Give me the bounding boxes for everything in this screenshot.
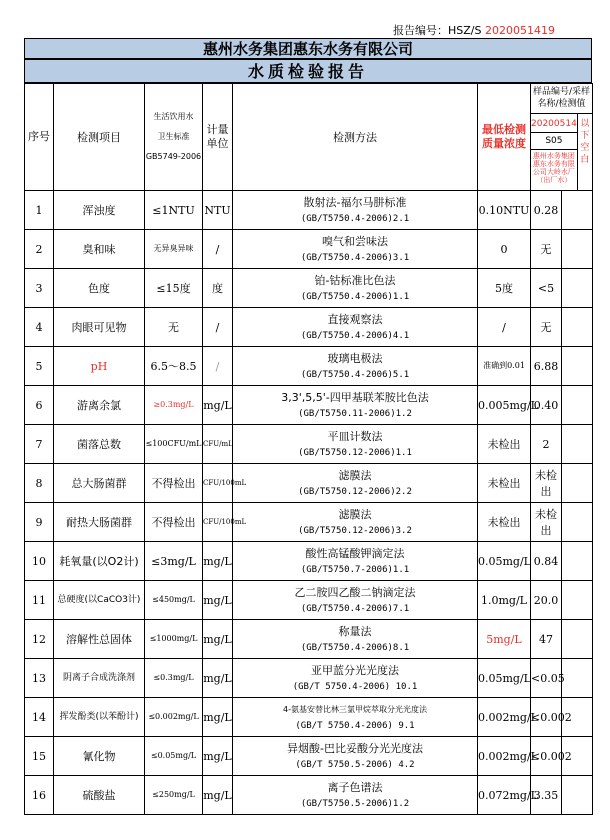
method-name: 直接观察法 [327, 312, 383, 326]
row-number: 5 [25, 347, 54, 386]
row-item: 阴离子合成洗涤剂 [54, 659, 145, 698]
header-standard-line-1: 生活饮用水 [153, 112, 194, 121]
row-item: 耗氧量(以O2计) [54, 542, 145, 581]
row-blank [562, 581, 593, 620]
table-row [25, 308, 593, 347]
method-standard: (GB/T5750.5-2006)1.2 [300, 798, 410, 809]
row-min-limit: 0.05mg/L [478, 659, 531, 698]
results-body [25, 191, 593, 815]
method-standard: (GB/T5750.7-2006)1.1 [300, 564, 410, 575]
table-row [25, 386, 593, 425]
method-standard: (GB/T5750.4-2006)8.1 [300, 642, 410, 653]
row-method [233, 737, 478, 776]
row-unit: NTU [203, 191, 233, 230]
row-min-limit: 5度 [478, 269, 531, 308]
row-value: 无 [531, 308, 562, 347]
method-name: 异烟酸-巴比妥酸分光光度法 [287, 741, 423, 755]
row-blank [562, 464, 593, 503]
row-value: <0.05 [531, 659, 562, 698]
table-row [25, 425, 593, 464]
row-blank [562, 620, 593, 659]
row-min-limit: 未检出 [478, 503, 531, 542]
method-standard: (GB/T5750.4-2006)2.1 [300, 213, 410, 224]
row-standard: ≤250mg/L [145, 776, 203, 815]
row-blank [562, 347, 593, 386]
row-unit: mg/L [203, 542, 233, 581]
row-unit: / [203, 230, 233, 269]
sample-blank-note: 以下空白 [580, 119, 590, 165]
row-item: 耐热大肠菌群 [54, 503, 145, 542]
table-row [25, 737, 593, 776]
row-standard: 不得检出 [145, 464, 203, 503]
row-number: 9 [25, 503, 54, 542]
row-value: <0.002 [531, 737, 562, 776]
row-value: <5 [531, 269, 562, 308]
method-name: 铂-钴标准比色法 [314, 273, 396, 287]
table-row [25, 542, 593, 581]
row-blank [562, 191, 593, 230]
method-name: 平皿计数法 [327, 429, 383, 443]
row-min-limit: 未检出 [478, 425, 531, 464]
method-name: 玻璃电极法 [327, 351, 383, 365]
row-value: <0.002 [531, 698, 562, 737]
row-standard: ≤15度 [145, 269, 203, 308]
method-standard: (GB/T5750.12-2006)3.2 [298, 525, 412, 536]
row-unit: / [203, 308, 233, 347]
header-standard [145, 84, 203, 191]
row-item: 色度 [54, 269, 145, 308]
row-method [233, 659, 478, 698]
row-number: 4 [25, 308, 54, 347]
method-name: 滤膜法 [338, 507, 372, 521]
row-standard: ≥0.3mg/L [145, 386, 203, 425]
table-row [25, 230, 593, 269]
row-item: 游离余氯 [54, 386, 145, 425]
row-unit: mg/L [203, 698, 233, 737]
row-method [233, 425, 478, 464]
report-number-value: 2020051419 [484, 24, 555, 37]
method-name: 4-氨基安替比林三氯甲烷萃取分光光度法 [283, 704, 427, 714]
method-name: 酸性高锰酸钾滴定法 [305, 546, 405, 560]
row-value: 未检出 [531, 464, 562, 503]
row-value: 0.40 [531, 386, 562, 425]
row-method [233, 386, 478, 425]
row-item: 臭和味 [54, 230, 145, 269]
results-table [24, 83, 593, 815]
row-method [233, 269, 478, 308]
row-method [233, 620, 478, 659]
method-name: 称量法 [338, 624, 372, 638]
method-standard: (GB/T5750.4-2006)1.1 [300, 291, 410, 302]
header-sample [531, 84, 593, 191]
company-name: 惠州水务集团惠东水务有限公司 [24, 38, 592, 59]
row-min-limit: 1.0mg/L [478, 581, 531, 620]
row-item: 溶解性总固体 [54, 620, 145, 659]
row-min-limit: 准确到0.01 [478, 347, 531, 386]
row-value: 6.88 [531, 347, 562, 386]
header-item: 检测项目 [54, 84, 145, 191]
table-row [25, 698, 593, 737]
row-item: pH [54, 347, 145, 386]
row-standard: 无 [145, 308, 203, 347]
row-item: 肉眼可见物 [54, 308, 145, 347]
row-method [233, 698, 478, 737]
header-method: 检测方法 [233, 84, 478, 191]
row-method [233, 503, 478, 542]
row-method [233, 776, 478, 815]
row-blank [562, 503, 593, 542]
row-item: 氰化物 [54, 737, 145, 776]
row-min-limit: 5mg/L [478, 620, 531, 659]
row-method [233, 581, 478, 620]
row-item: 硫酸盐 [54, 776, 145, 815]
row-min-limit: 0 [478, 230, 531, 269]
row-method [233, 347, 478, 386]
row-min-limit: 0.002mg/L [478, 737, 531, 776]
method-standard: (GB/T5750.12-2006)2.2 [298, 486, 412, 497]
table-row [25, 581, 593, 620]
row-number: 6 [25, 386, 54, 425]
row-method [233, 308, 478, 347]
row-value: 2 [531, 425, 562, 464]
method-name: 散射法-福尔马肼标准 [303, 195, 407, 209]
method-name: 3,3',5,5'-四甲基联苯胺比色法 [281, 390, 429, 404]
method-standard: (GB/T5750.12-2006)1.1 [298, 447, 412, 458]
sample-org: 惠州水务集团惠东水务有限公司大岭水厂（出厂水） [531, 149, 577, 184]
row-number: 8 [25, 464, 54, 503]
row-standard: 6.5～8.5 [145, 347, 203, 386]
row-number: 7 [25, 425, 54, 464]
method-standard: (GB/T5750.4-2006)7.1 [300, 603, 410, 614]
table-row [25, 620, 593, 659]
row-blank [562, 230, 593, 269]
method-standard: (GB/T5750.4-2006)5.1 [300, 369, 410, 380]
table-row [25, 659, 593, 698]
method-standard: (GB/T5750.4-2006)3.1 [300, 252, 410, 263]
row-standard: ≤0.002mg/L [145, 698, 203, 737]
row-standard: ≤0.3mg/L [145, 659, 203, 698]
method-standard: (GB/T5750.4-2006)4.1 [300, 330, 410, 341]
row-value: 3.35 [531, 776, 562, 815]
row-unit: / [203, 347, 233, 386]
row-item: 菌落总数 [54, 425, 145, 464]
header-unit: 计量单位 [203, 84, 233, 191]
row-standard: ≤1NTU [145, 191, 203, 230]
method-name: 离子色谱法 [327, 780, 383, 794]
header-min-limit: 最低检测质量浓度 [478, 84, 531, 191]
method-name: 滤膜法 [338, 468, 372, 482]
row-value: 20.0 [531, 581, 562, 620]
row-number: 13 [25, 659, 54, 698]
row-unit: CFU/mL [203, 425, 233, 464]
header-seq: 序号 [25, 84, 54, 191]
row-standard: 不得检出 [145, 503, 203, 542]
report-number-label: 报告编号：HSZ/S [393, 24, 482, 37]
row-blank [562, 425, 593, 464]
row-method [233, 464, 478, 503]
header-standard-line-2: 卫生标准 [157, 132, 190, 141]
row-standard: ≤3mg/L [145, 542, 203, 581]
row-number: 2 [25, 230, 54, 269]
report-number [393, 22, 555, 38]
row-number: 1 [25, 191, 54, 230]
row-number: 14 [25, 698, 54, 737]
sample-date: 20200514 [531, 119, 577, 129]
method-standard: (GB/T 5750.4-2006) 9.1 [295, 720, 415, 731]
row-value: 47 [531, 620, 562, 659]
row-standard: ≤450mg/L [145, 581, 203, 620]
row-standard: ≤1000mg/L [145, 620, 203, 659]
row-min-limit: 未检出 [478, 464, 531, 503]
row-method [233, 230, 478, 269]
row-item: 总大肠菌群 [54, 464, 145, 503]
row-value: 未检出 [531, 503, 562, 542]
row-standard: ≤100CFU/mL [145, 425, 203, 464]
row-blank [562, 776, 593, 815]
row-number: 10 [25, 542, 54, 581]
row-blank [562, 386, 593, 425]
row-number: 3 [25, 269, 54, 308]
row-method [233, 542, 478, 581]
table-row [25, 269, 593, 308]
row-blank [562, 542, 593, 581]
row-blank [562, 269, 593, 308]
row-value: 0.84 [531, 542, 562, 581]
row-min-limit: 0.10NTU [478, 191, 531, 230]
row-method [233, 191, 478, 230]
row-min-limit: 0.072mg/L [478, 776, 531, 815]
row-item: 挥发酚类(以苯酚计) [54, 698, 145, 737]
row-item: 总硬度(以CaCO3计) [54, 581, 145, 620]
row-unit: mg/L [203, 737, 233, 776]
table-row [25, 776, 593, 815]
row-number: 12 [25, 620, 54, 659]
row-min-limit: 0.05mg/L [478, 542, 531, 581]
row-min-limit: / [478, 308, 531, 347]
row-min-limit: 0.002mg/L [478, 698, 531, 737]
row-unit: CFU/100mL [203, 503, 233, 542]
row-unit: mg/L [203, 620, 233, 659]
row-standard: 无异臭异味 [145, 230, 203, 269]
row-unit: CFU/100mL [203, 464, 233, 503]
method-name: 乙二胺四乙酸二钠滴定法 [294, 585, 416, 599]
header-standard-line-3: GB5749-2006 [145, 152, 202, 161]
row-value: 无 [531, 230, 562, 269]
row-min-limit: 0.005mg/L [478, 386, 531, 425]
row-item: 浑浊度 [54, 191, 145, 230]
sample-code: S05 [531, 132, 577, 147]
row-value: 0.28 [531, 191, 562, 230]
row-unit: mg/L [203, 581, 233, 620]
row-unit: mg/L [203, 659, 233, 698]
method-standard: (GB/T 5750.5-2006) 4.2 [295, 759, 415, 770]
row-unit: 度 [203, 269, 233, 308]
table-row [25, 503, 593, 542]
header-sample-title: 样品编号/采样名称/检测值 [531, 84, 592, 114]
row-number: 11 [25, 581, 54, 620]
row-number: 15 [25, 737, 54, 776]
method-standard: (GB/T 5750.4-2006) 10.1 [292, 681, 418, 692]
table-row [25, 191, 593, 230]
row-unit: mg/L [203, 386, 233, 425]
row-number: 16 [25, 776, 54, 815]
method-standard: (GB/T5750.11-2006)1.2 [298, 408, 412, 419]
row-blank [562, 308, 593, 347]
row-standard: ≤0.05mg/L [145, 737, 203, 776]
method-name: 亚甲蓝分光光度法 [311, 663, 399, 677]
report-title: 水质检验报告 [24, 59, 592, 83]
method-name: 嗅气和尝味法 [322, 234, 388, 248]
table-row [25, 347, 593, 386]
table-row [25, 464, 593, 503]
sample-info [531, 114, 578, 190]
row-unit: mg/L [203, 776, 233, 815]
row-blank [562, 659, 593, 698]
